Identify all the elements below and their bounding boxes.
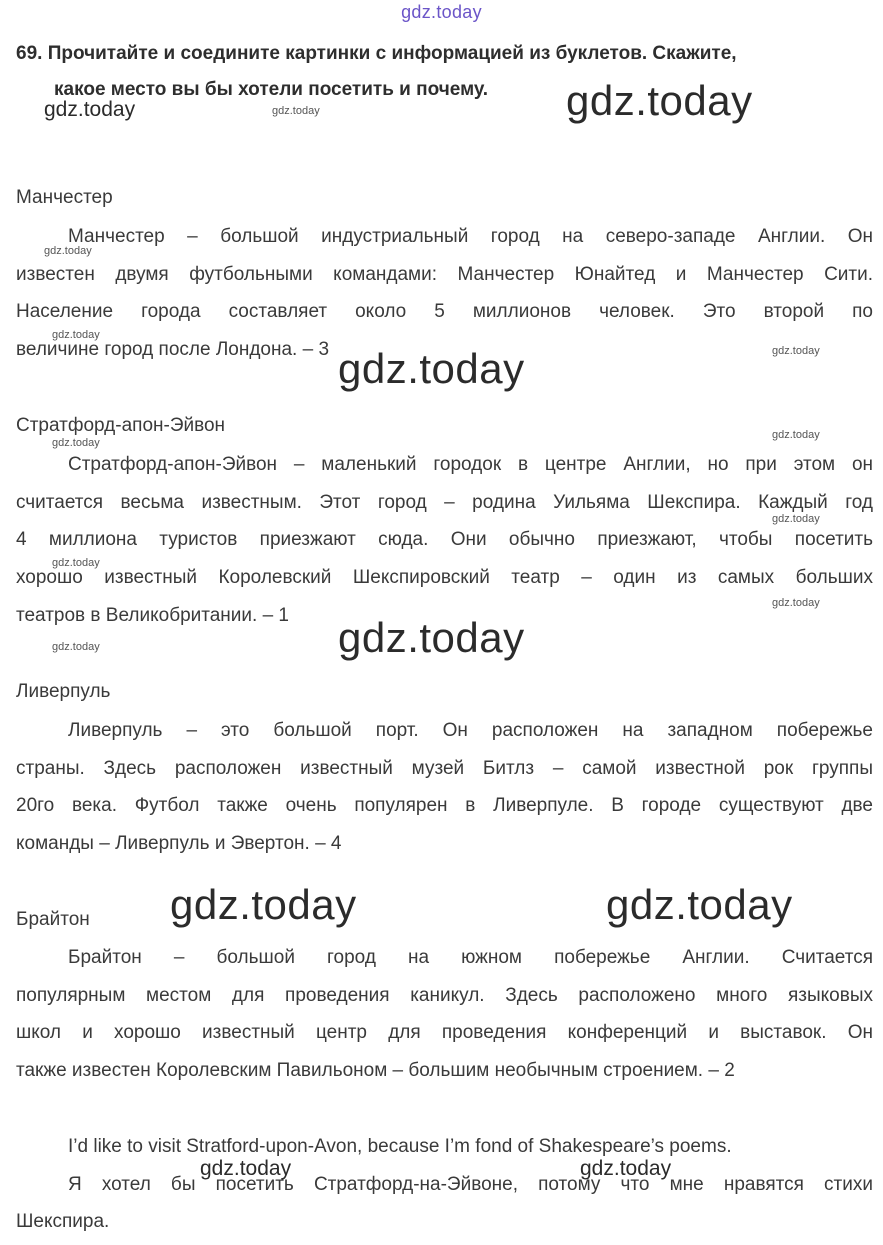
section-text-stratford xyxy=(16,446,873,634)
watermark-small: gdz.today xyxy=(44,245,92,257)
text-line: считается весьма известным. Этот город – родина Уильяма Шекспира. Каждый год xyxy=(16,491,873,513)
section-heading-brighton: Брайтон xyxy=(16,909,90,930)
watermark-large: gdz.today xyxy=(338,614,525,661)
watermark-small: gdz.today xyxy=(772,345,820,357)
text-line: театров в Великобритании. – 1 xyxy=(16,604,289,626)
text-line: школ и хорошо известный центр для проведения конференций и выставок. Он xyxy=(16,1022,873,1044)
section-heading-liverpool: Ливерпуль xyxy=(16,681,111,702)
watermark-large: gdz.today xyxy=(606,881,793,928)
section-heading-manchester: Манчестер xyxy=(16,187,113,208)
watermark-small: gdz.today xyxy=(772,597,820,609)
text-line: страны. Здесь расположен известный музей Битлз – самой известной рок группы xyxy=(16,757,873,779)
watermark-large: gdz.today xyxy=(170,881,357,928)
section-text-liverpool xyxy=(16,712,873,863)
text-line: известен двумя футбольными командами: Манчестер Юнайтед и Манчестер Сити. xyxy=(16,263,873,285)
answer-russian-line-1: Я хотел бы посетить Стратфорд-на-Эйвоне, потому что мне нравятся стихи xyxy=(68,1173,873,1195)
watermark-medium: gdz.today xyxy=(200,1157,292,1180)
text-line: 20го века. Футбол также очень популярен в Ливерпуле. В городе существуют две xyxy=(16,795,873,817)
watermark-small: gdz.today xyxy=(272,105,320,117)
text-line: Манчестер – большой индустриальный город на северо-западе Англии. Он xyxy=(68,226,873,247)
text-line: популярным местом для проведения каникул. Здесь расположено много языковых xyxy=(16,984,873,1006)
watermark-small: gdz.today xyxy=(772,513,820,525)
text-line: Ливерпуль – это большой порт. Он расположен на западном побережье xyxy=(68,720,873,741)
text-line: хорошо известный Королевский Шекспировский театр – один из самых больших xyxy=(16,567,873,589)
answer-text xyxy=(16,1128,873,1241)
text-line: 4 миллиона туристов приезжают сюда. Они обычно приезжают, чтобы посетить xyxy=(16,529,873,551)
section-heading-stratford: Стратфорд-апон-Эйвон xyxy=(16,415,226,436)
watermark-medium: gdz.today xyxy=(44,98,136,121)
text-line: также известен Королевским Павильоном – большим необычным строением. – 2 xyxy=(16,1060,735,1082)
watermark-small: gdz.today xyxy=(772,429,820,441)
watermark-medium: gdz.today xyxy=(580,1157,672,1180)
text-line: Брайтон – большой город на южном побережье Англии. Считается xyxy=(68,947,873,968)
text-line: величине город после Лондона. – 3 xyxy=(16,339,330,361)
answer-english: I’d like to visit Stratford-upon-Avon, because I’m fond of Shakespeare’s poems. xyxy=(68,1136,732,1157)
watermark-small: gdz.today xyxy=(52,329,100,341)
task-line-2: какое место вы бы хотели посетить и почему. xyxy=(54,79,489,100)
answer-russian-line-2: Шекспира. xyxy=(16,1211,110,1233)
text-line: Стратфорд-апон-Эйвон – маленький городок в центре Англии, но при этом он xyxy=(68,454,873,475)
task-line-1: 69. Прочитайте и соедините картинки с информацией из буклетов. Скажите, xyxy=(16,43,737,64)
watermark-large: gdz.today xyxy=(566,77,753,124)
watermark-small: gdz.today xyxy=(52,641,100,653)
watermark-small: gdz.today xyxy=(52,437,100,449)
watermark-large: gdz.today xyxy=(338,345,525,392)
text-line: Население города составляет около 5 миллионов человек. Это второй по xyxy=(16,301,873,323)
section-text-brighton xyxy=(16,939,873,1090)
watermark-top: gdz.today xyxy=(401,2,482,22)
watermark-small: gdz.today xyxy=(52,557,100,569)
text-line: команды – Ливерпуль и Эвертон. – 4 xyxy=(16,833,342,855)
